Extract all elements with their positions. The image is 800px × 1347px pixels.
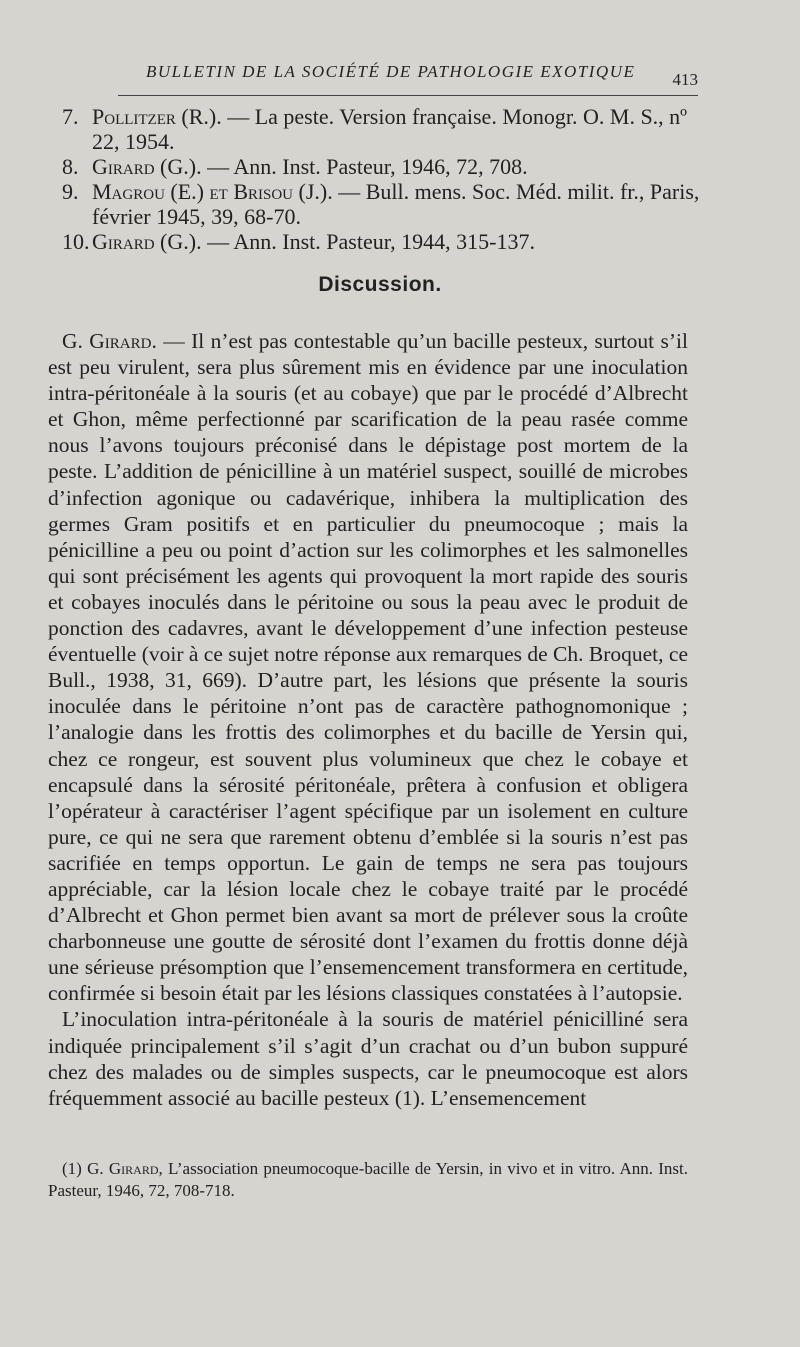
page-number: 413 — [672, 70, 698, 89]
reference-author: Girard (G.). — [92, 229, 202, 254]
reference-text: — Bull. mens. Soc. Méd. milit. fr., Paris, février 1945, 39, 68-70. — [92, 179, 700, 229]
reference-number: 9. — [62, 179, 79, 204]
reference-text: — Ann. Inst. Pasteur, 1944, 315-137. — [201, 229, 535, 254]
reference-author: Girard (G.). — [92, 154, 202, 179]
reference-item — [62, 154, 702, 179]
section-title: Discussion. — [318, 273, 442, 296]
reference-number: 8. — [62, 154, 79, 179]
journal-title: BULLETIN DE LA SOCIÉTÉ DE PATHOLOGIE EXOTIQUE — [146, 62, 636, 81]
discussion-body — [48, 328, 688, 1111]
reference-text: — La peste. Version française. Monogr. O. M. S., nº 22, 1954. — [92, 104, 688, 154]
paragraph-text: — Il n’est pas contestable qu’un bacille pesteux, surtout s’il est peu virulent, sera plus sûrement mis en évidence par une inoculation intra-péritonéale à la souris (et au cobaye) que par le procédé d’Albrecht et Ghon, même perfectionné par scarification de la peau rasée comme nous l’avons toujours préconisé dans le dépistage post mortem de la peste. L’addition de pénicilline à un matériel suspect, souillé de microbes d’infection agonique ou cadavérique, inhibera la multiplication des germes Gram positifs et en particulier du pneumocoque ; mais la pénicilline a peu ou point d’action sur les colimorphes et les salmonelles qui sont précisément les agents qui provoquent la mort rapide des souris et cobayes inoculés dans le péritoine ou sous la peau avec le produit de ponction des cadavres, avant le développement d’une infection pesteuse éventuelle (voir à ce sujet notre réponse aux remarques de Ch. Broquet, ce Bull., 1938, 31, 669). D’autre part, les lésions que présente la souris inoculée dans le péritoine n’ont pas de caractère pathognomonique ; l’analogie dans les frottis des colimorphes et du bacille de Yersin qui, chez ce rongeur, est souvent plus volumineux que chez le cobaye et encapsulé dans la sérosité péritonéale, prêtera à confusion et obligera l’opérateur à caractériser l’agent spécifique par un isolement en culture pure, ce qui ne sera que rarement obtenu d’emblée si la souris n’est pas sacrifiée en temps opportun. Le gain de temps ne sera pas toujours appréciable, car la lésion locale chez le cobaye traité par le procédé d’Albrecht et Ghon permet bien avant sa mort de prélever sous la croûte charbonneuse une goutte de sérosité dont l’examen du frottis donne déjà une sérieuse présomption que l’ensemencement transformera en certitude, confirmée si besoin était par les lésions classiques constatées à l’autopsie. — [48, 329, 688, 1006]
reference-author: Magrou (E.) et Brisou (J.). — [92, 179, 333, 204]
discussion-paragraph — [48, 328, 688, 1006]
footnote — [48, 1158, 688, 1202]
speaker-name: G. Girard. — [62, 329, 157, 353]
discussion-paragraph: L’inoculation intra-péritonéale à la souris de matériel pénicilliné sera indiquée principalement s’il s’agit d’un crachat ou d’un bubon suppuré chez des malades ou de simples suspects, car le pneumocoque est alors fréquemment associé au bacille pesteux (1). L’ensemencement — [48, 1007, 688, 1110]
reference-author: Pollitzer (R.). — [92, 104, 222, 129]
footnote-text: L’association pneumocoque-bacille de Yersin, in vivo et in vitro. Ann. Inst. Pasteur, 1946, 72, 708-718. — [48, 1159, 689, 1200]
reference-number: 10. — [62, 229, 90, 254]
footnote-author: G. Girard, — [87, 1159, 163, 1178]
header-rule — [118, 95, 698, 96]
reference-text: — Ann. Inst. Pasteur, 1946, 72, 708. — [201, 154, 528, 179]
reference-list — [62, 104, 702, 254]
reference-item — [62, 104, 702, 154]
reference-item — [62, 229, 702, 254]
reference-item — [62, 179, 702, 229]
reference-number: 7. — [62, 104, 79, 129]
footnote-number: (1) — [62, 1159, 82, 1178]
page-header — [118, 58, 698, 98]
